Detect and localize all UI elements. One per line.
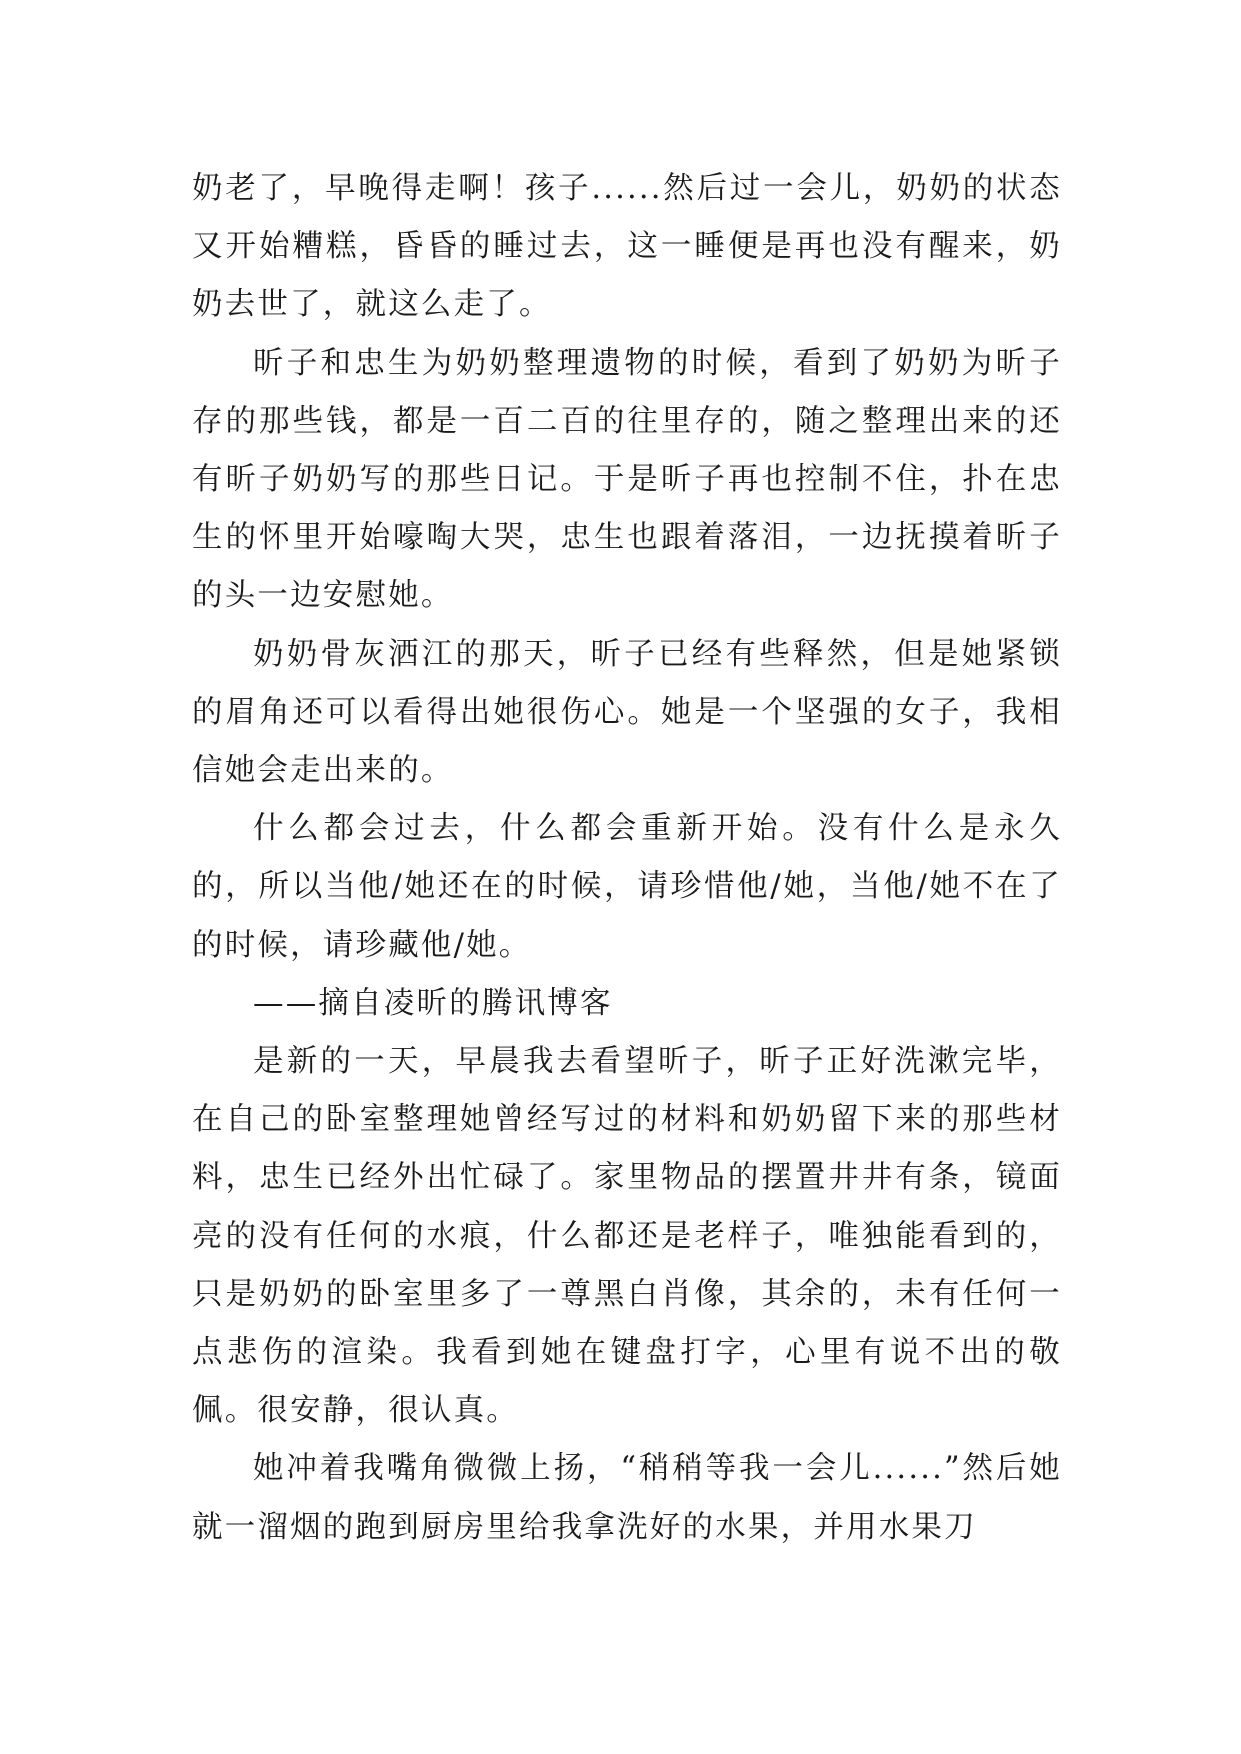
paragraph-1: 奶老了，早晚得走啊！孩子......然后过一会儿，奶奶的状态又开始糟糕，昏昏的睡过去，这一睡便是再也没有醒来，奶奶去世了，就这么走了。 [192, 171, 1062, 323]
body-text [192, 160, 1062, 1557]
paragraph-6: 她冲着我嘴角微微上扬，“稍稍等我一会儿......”然后她就一溜烟的跑到厨房里给我拿洗好的水果，并用水果刀 [192, 1451, 1062, 1545]
paragraph-2: 昕子和忠生为奶奶整理遗物的时候，看到了奶奶为昕子存的那些钱，都是一百二百的往里存的，随之整理出来的还有昕子奶奶写的那些日记。于是昕子再也控制不住，扑在忠生的怀里开始嚎啕大哭，忠生也跟着落泪，一边抚摸着昕子的头一边安慰她。 [192, 345, 1062, 614]
source-attribution: ——摘自凌昕的腾讯博客 [253, 985, 613, 1021]
paragraph-5: 是新的一天，早晨我去看望昕子，昕子正好洗漱完毕，在自己的卧室整理她曾经写过的材料和奶奶留下来的那些材料，忠生已经外出忙碌了。家里物品的摆置井井有条，镜面亮的没有任何的水痕，什么都还是老样子，唯独能看到的，只是奶奶的卧室里多了一尊黑白肖像，其余的，未有任何一点悲伤的渲染。我看到她在键盘打字，心里有说不出的敬佩。很安静，很认真。 [192, 1044, 1062, 1429]
paragraph-4: 什么都会过去，什么都会重新开始。没有什么是永久的，所以当他/她还在的时候，请珍惜他/她，当他/她不在了的时候，请珍藏他/她。 [192, 811, 1062, 963]
paragraph-3: 奶奶骨灰洒江的那天，昕子已经有些释然，但是她紧锁的眉角还可以看得出她很伤心。她是一个坚强的女子，我相信她会走出来的。 [192, 636, 1062, 789]
